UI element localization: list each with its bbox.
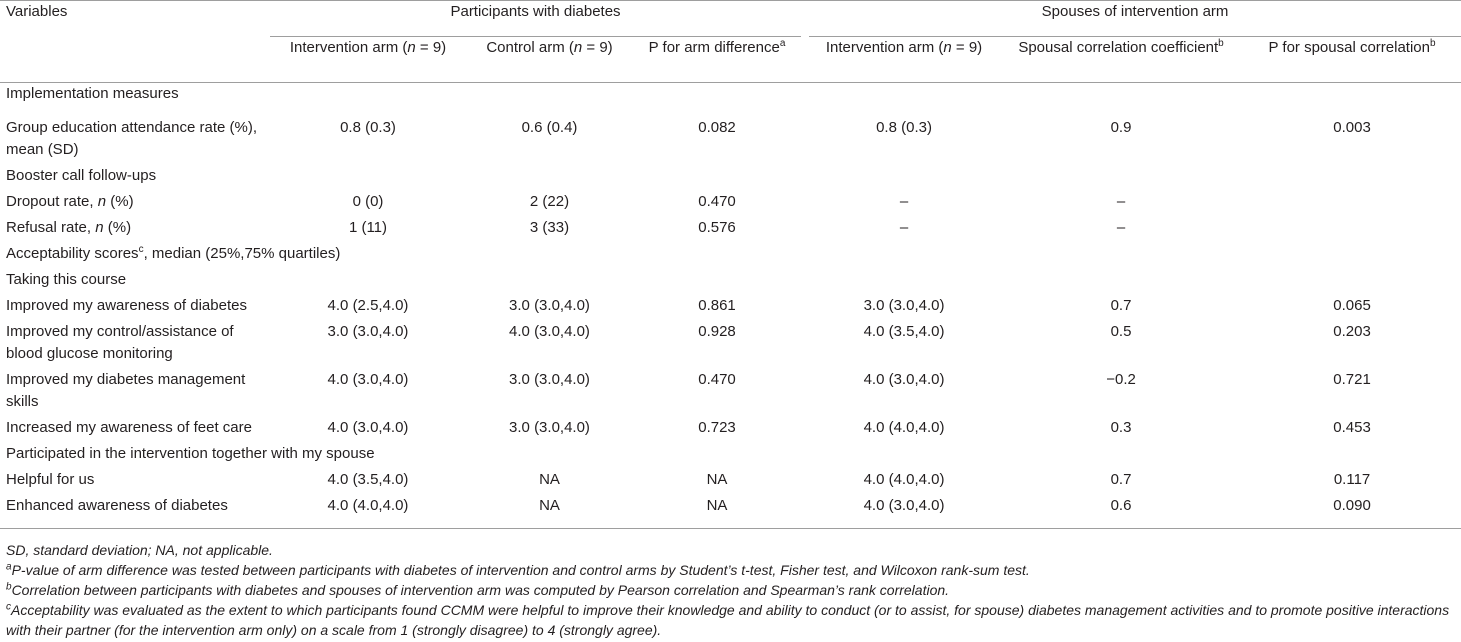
row-label: Dropout rate, n (%) xyxy=(6,192,134,210)
row-label: Increased my awareness of feet care xyxy=(6,418,252,436)
footnote-b: $^b$Correlation between participants with diabetes and spouses of intervention arm was computed by Pearson correlation and Spearman’s rank correlation. xyxy=(6,581,950,598)
footnote-a: $^a$P-value of arm difference was tested between participants with diabetes of intervention and control arms by Student’s t-test, Fisher test, and Wilcoxon rank-sum test. xyxy=(6,561,1030,578)
table-row: Helpful for us 4.0 (3.5,4.0) NA NA 4.0 (4.0,4.0) 0.7 0.117 xyxy=(0,469,1461,495)
row-label: Improved my awareness of diabetes xyxy=(6,296,247,314)
table-row: Improved my control/assistance of blood glucose monitoring 3.0 (3.0,4.0) 4.0 (3.0,4.0) 0.928 4.0 (3.5,4.0) 0.5 0.203 xyxy=(0,321,1461,369)
footnote-abbreviations: SD, standard deviation; NA, not applicable. xyxy=(6,542,273,558)
table-row: Increased my awareness of feet care 4.0 (3.0,4.0) 3.0 (3.0,4.0) 0.723 4.0 (4.0,4.0) 0.3 0.453 xyxy=(0,417,1461,443)
row-label: Enhanced awareness of diabetes xyxy=(0,495,270,529)
spousal-correlation-header: Spousal correlation coefficient$^b$ xyxy=(999,37,1243,83)
spouse-intervention-header: Intervention arm (n = 9) xyxy=(809,37,999,83)
intervention-arm-header: Intervention arm (n = 9) xyxy=(270,37,466,83)
spouses-group-header: Spouses of intervention arm xyxy=(809,1,1461,37)
table-row: Dropout rate, n (%) 0 (0) 2 (22) 0.470 – – xyxy=(0,191,1461,217)
p-arm-header: P for arm difference$^a$ xyxy=(633,37,801,83)
participants-group-header: Participants with diabetes xyxy=(270,1,801,37)
row-label: Group education attendance rate (%), mean (SD) xyxy=(6,118,257,158)
table-row: Improved my diabetes management skills 4.0 (3.0,4.0) 3.0 (3.0,4.0) 0.470 4.0 (3.0,4.0) −0.2 0.721 xyxy=(0,369,1461,417)
footnote-c: $^c$Acceptability was evaluated as the extent to which participants found CCMM were helpful to improve their knowledge and ability to conduct (or to assist, for spouse) diabetes management activities and to promote positive interactions with their partner (for the intervention arm only) on a scale from 1 (strongly disagree) to 4 (strongly agree). xyxy=(6,601,1450,638)
p-spousal-header: P for spousal correlation$^b$ xyxy=(1243,37,1461,83)
table-row: Refusal rate, n (%) 1 (11) 3 (33) 0.576 – – xyxy=(0,217,1461,243)
section-implementation: Implementation measures xyxy=(6,85,179,102)
row-label: Helpful for us xyxy=(6,470,95,488)
header-row-2 xyxy=(0,37,1461,83)
table-row: Group education attendance rate (%), mean (SD) 0.8 (0.3) 0.6 (0.4) 0.082 0.8 (0.3) 0.9 0.003 xyxy=(0,117,1461,165)
row-label: Improved my diabetes management skills xyxy=(6,370,246,410)
table-footnotes xyxy=(6,540,1458,640)
section-booster: Booster call follow-ups xyxy=(6,166,157,184)
row-label: Refusal rate, n (%) xyxy=(6,218,132,236)
row-label: Improved my control/assistance of blood glucose monitoring xyxy=(6,322,234,362)
variables-header: Variables xyxy=(0,1,270,37)
section-taking-course: Taking this course xyxy=(6,270,127,288)
table-row: Improved my awareness of diabetes 4.0 (2.5,4.0) 3.0 (3.0,4.0) 0.861 3.0 (3.0,4.0) 0.7 0.065 xyxy=(0,295,1461,321)
control-arm-header: Control arm (n = 9) xyxy=(466,37,633,83)
section-together: Participated in the intervention together with my spouse xyxy=(6,444,375,462)
table-row: Enhanced awareness of diabetes 4.0 (4.0,4.0) NA NA 4.0 (3.0,4.0) 0.6 0.090 xyxy=(0,495,1461,529)
section-acceptability: Acceptability scores$^c$, median (25%,75% quartiles) xyxy=(6,243,341,262)
header-row-1 xyxy=(0,1,1461,37)
